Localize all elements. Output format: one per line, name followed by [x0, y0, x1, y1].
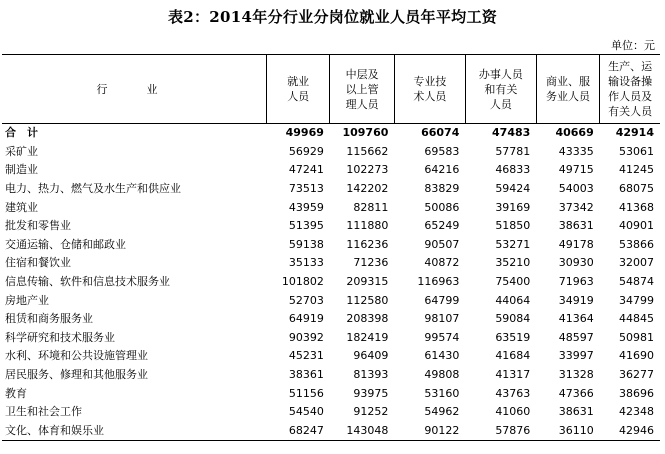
wage-value: 65249 — [424, 219, 460, 233]
wage-value: 36277 — [619, 368, 654, 382]
header-clerks — [465, 55, 536, 124]
wage-value: 44845 — [619, 312, 654, 326]
wage-value: 69583 — [424, 144, 460, 158]
industry-name: 住宿和餐饮业 — [5, 256, 71, 270]
wage-value: 31328 — [558, 368, 594, 382]
table-row — [2, 422, 660, 441]
header-line: 和有关 — [484, 82, 518, 96]
table-row — [2, 198, 660, 217]
table-row — [2, 254, 660, 273]
wage-value: 49715 — [558, 163, 594, 177]
industry-name: 电力、热力、燃气及水生产和供应业 — [5, 182, 181, 196]
wage-value: 47483 — [492, 126, 531, 140]
wage-value: 109760 — [342, 126, 389, 140]
wage-value: 38361 — [288, 368, 324, 382]
wage-value: 49808 — [424, 368, 460, 382]
wage-value: 51395 — [288, 219, 324, 233]
table-row — [2, 347, 660, 366]
wage-value: 98107 — [424, 312, 460, 326]
wage-value: 41060 — [495, 405, 531, 419]
table-row — [2, 180, 660, 199]
table-row — [2, 236, 660, 255]
table-row — [2, 329, 660, 348]
wage-value: 142202 — [346, 182, 389, 196]
wage-value: 64919 — [288, 312, 324, 326]
wage-value: 73513 — [288, 182, 324, 196]
wage-value: 49969 — [285, 126, 324, 140]
wage-value: 43763 — [495, 386, 531, 400]
wage-value: 54962 — [424, 405, 460, 419]
header-line: 人员 — [489, 97, 512, 111]
wage-value: 116963 — [417, 275, 460, 289]
industry-name: 科学研究和技术服务业 — [5, 330, 115, 344]
wage-value: 33997 — [558, 349, 594, 363]
wage-value: 66074 — [421, 126, 460, 140]
header-line: 商业、服 — [546, 75, 591, 88]
wage-value: 93975 — [353, 386, 389, 400]
wage-value: 47366 — [558, 386, 594, 400]
wage-value: 34919 — [558, 293, 594, 307]
wage-value: 40669 — [555, 126, 594, 140]
wage-value: 59424 — [495, 182, 531, 196]
table-row — [2, 366, 660, 385]
industry-name: 建筑业 — [5, 200, 38, 214]
wage-value: 41245 — [619, 163, 654, 177]
wage-value: 30930 — [558, 256, 594, 270]
wage-value: 81393 — [353, 368, 389, 382]
wage-value: 52703 — [288, 293, 324, 307]
wage-value: 41368 — [619, 200, 654, 214]
wage-value: 41684 — [495, 349, 531, 363]
table-row — [2, 143, 660, 162]
header-line: 有关人员 — [608, 105, 653, 118]
wage-value: 42348 — [619, 405, 654, 419]
header-line: 务业人员 — [546, 90, 591, 103]
wage-value: 68075 — [619, 182, 654, 196]
wage-value: 46833 — [495, 163, 531, 177]
wage-value: 42914 — [615, 126, 654, 140]
wage-value: 99574 — [424, 330, 460, 344]
wage-value: 53866 — [619, 237, 654, 251]
wage-value: 54003 — [558, 182, 594, 196]
wage-value: 43959 — [288, 200, 324, 214]
header-line: 理人员 — [345, 97, 379, 111]
wage-value: 83829 — [424, 182, 460, 196]
industry-name: 采矿业 — [5, 144, 38, 158]
header-line: 输设备操 — [608, 75, 653, 88]
industry-name: 房地产业 — [5, 293, 49, 307]
wage-value: 64216 — [424, 163, 460, 177]
wage-value: 68247 — [266, 422, 329, 441]
wage-value: 208398 — [346, 312, 389, 326]
wage-value: 102273 — [346, 163, 389, 177]
wage-value: 82811 — [353, 200, 389, 214]
table-row — [2, 403, 660, 422]
wage-value: 35133 — [288, 256, 324, 270]
wage-value: 57781 — [495, 144, 531, 158]
industry-name: 水利、环境和公共设施管理业 — [5, 349, 148, 363]
wage-value: 75400 — [495, 275, 531, 289]
wage-value: 51156 — [288, 386, 324, 400]
header-line: 专业技 — [413, 75, 447, 88]
header-line: 术人员 — [413, 90, 447, 103]
wage-value: 37342 — [558, 200, 594, 214]
header-line: 中层及 — [345, 67, 379, 81]
wage-value: 101802 — [281, 275, 324, 289]
wage-value: 43335 — [558, 144, 594, 158]
wage-value: 56929 — [288, 144, 324, 158]
wage-value: 50086 — [424, 200, 460, 214]
industry-name: 制造业 — [5, 163, 38, 177]
wage-value: 54540 — [288, 405, 324, 419]
table-row — [2, 384, 660, 403]
wage-value: 47241 — [288, 163, 324, 177]
wage-value: 45231 — [288, 349, 324, 363]
table-row — [2, 217, 660, 236]
header-line: 以上管 — [345, 82, 379, 96]
wage-value: 111880 — [346, 219, 389, 233]
wage-value: 44064 — [495, 293, 531, 307]
industry-name: 文化、体育和娱乐业 — [2, 422, 266, 441]
wage-value: 38631 — [558, 405, 594, 419]
wage-value: 35210 — [495, 256, 531, 270]
wage-value: 71236 — [353, 256, 389, 270]
table-row — [2, 291, 660, 310]
header-line: 生产、运 — [608, 60, 653, 73]
wage-value: 71963 — [558, 275, 594, 289]
wage-value: 40901 — [619, 219, 654, 233]
wage-value: 51850 — [495, 219, 531, 233]
header-industry: 行 业 — [2, 55, 266, 124]
wage-value: 209315 — [346, 275, 389, 289]
wage-value: 90507 — [424, 237, 460, 251]
wage-value: 54874 — [619, 275, 654, 289]
wage-value: 59084 — [495, 312, 531, 326]
header-line: 办事人员 — [478, 67, 523, 81]
wage-value: 116236 — [346, 237, 389, 251]
wage-table — [2, 54, 660, 441]
wage-value: 57876 — [465, 422, 536, 441]
table-body — [2, 124, 660, 441]
header-line: 作人员及 — [608, 90, 653, 103]
table-row — [2, 310, 660, 329]
industry-name: 批发和零售业 — [5, 219, 71, 233]
table-title: 表2：2014年分行业分岗位就业人员年平均工资 — [167, 8, 498, 26]
wage-value: 42946 — [600, 422, 660, 441]
wage-value: 91252 — [353, 405, 389, 419]
wage-value: 41364 — [558, 312, 594, 326]
wage-value: 53061 — [619, 144, 654, 158]
header-managers — [330, 55, 395, 124]
wage-value: 49178 — [558, 237, 594, 251]
wage-value: 32007 — [619, 256, 654, 270]
industry-name: 居民服务、修理和其他服务业 — [5, 368, 148, 382]
wage-value: 38631 — [558, 219, 594, 233]
industry-name: 交通运输、仓储和邮政业 — [5, 237, 126, 251]
industry-name: 租赁和商务服务业 — [5, 312, 93, 326]
wage-value: 50981 — [619, 330, 654, 344]
wage-value: 61430 — [424, 349, 460, 363]
industry-name: 卫生和社会工作 — [5, 405, 82, 419]
industry-name: 信息传输、软件和信息技术服务业 — [5, 275, 170, 289]
wage-value: 182419 — [346, 330, 389, 344]
wage-value: 143048 — [330, 422, 395, 441]
wage-value: 115662 — [346, 144, 389, 158]
header-line: 就业 — [287, 75, 310, 88]
wage-value: 40872 — [424, 256, 460, 270]
wage-value: 59138 — [288, 237, 324, 251]
wage-value: 90392 — [288, 330, 324, 344]
wage-value: 34799 — [619, 293, 654, 307]
header-all-employees — [266, 55, 329, 124]
header-production-workers — [600, 55, 660, 124]
wage-value: 64799 — [424, 293, 460, 307]
industry-name: 合 计 — [5, 126, 38, 140]
wage-value: 38696 — [619, 386, 654, 400]
wage-value: 53160 — [424, 386, 460, 400]
unit-label: 单位：元 — [611, 39, 655, 52]
wage-value: 36110 — [536, 422, 599, 441]
wage-value: 63519 — [495, 330, 531, 344]
total-row — [2, 124, 660, 143]
wage-value: 41317 — [495, 368, 531, 382]
wage-value: 39169 — [495, 200, 531, 214]
table-row — [2, 161, 660, 180]
wage-value: 96409 — [353, 349, 389, 363]
header-professionals — [394, 55, 465, 124]
header-row — [2, 55, 660, 124]
wage-value: 90122 — [394, 422, 465, 441]
wage-value: 112580 — [346, 293, 389, 307]
wage-value: 48597 — [558, 330, 594, 344]
wage-value: 41690 — [619, 349, 654, 363]
wage-value: 53271 — [495, 237, 531, 251]
industry-name: 教育 — [5, 386, 27, 400]
header-service-workers — [536, 55, 599, 124]
table-row — [2, 273, 660, 292]
header-line: 人员 — [287, 90, 310, 103]
